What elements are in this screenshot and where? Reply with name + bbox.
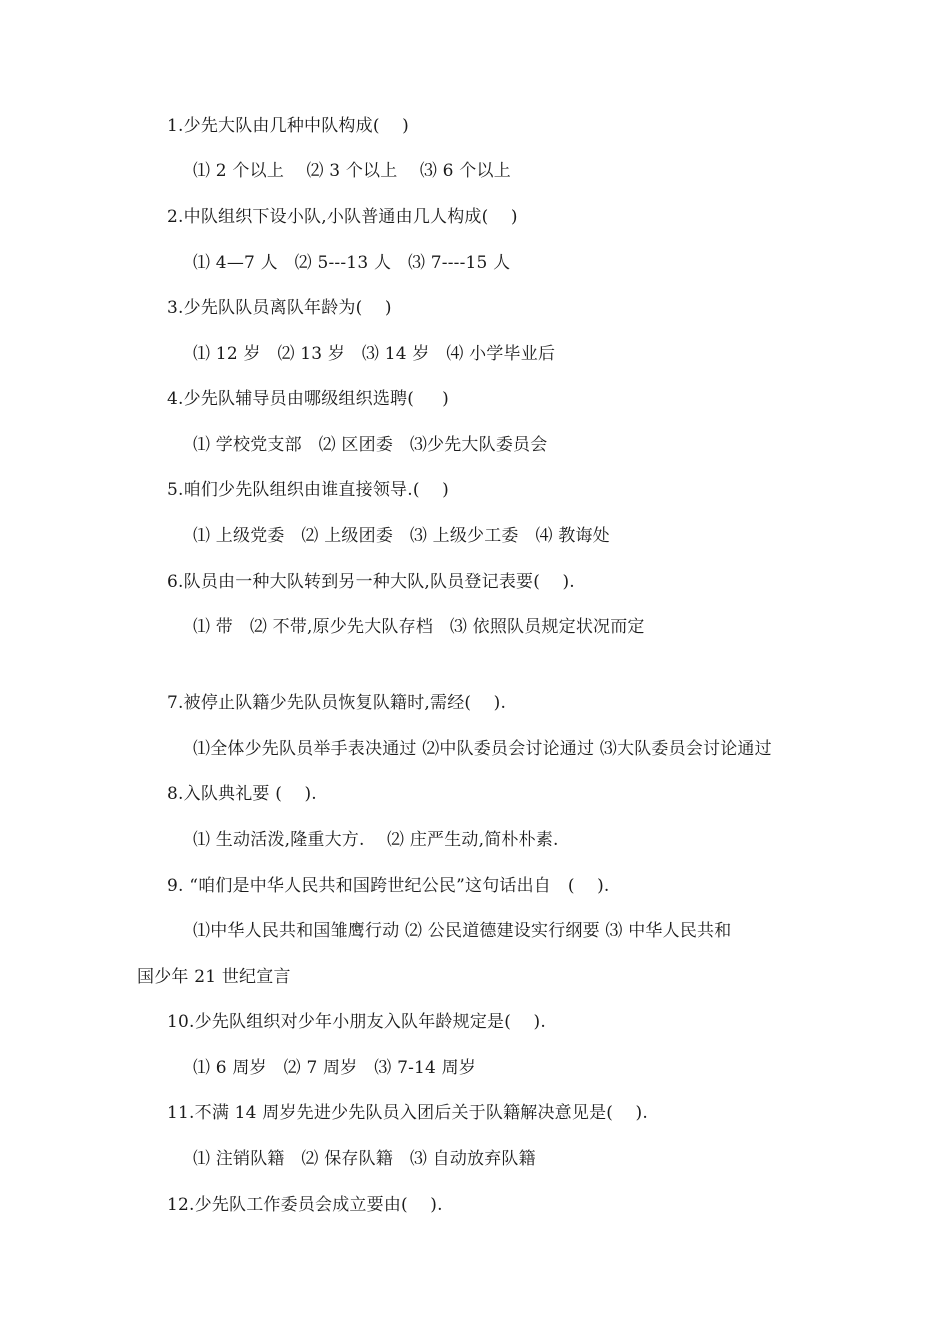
question-6: 6.队员由一种大队转到另一种大队,队员登记表要( ). xyxy=(167,572,575,592)
question-11-options: ⑴ 注销队籍 ⑵ 保存队籍 ⑶ 自动放弃队籍 xyxy=(193,1149,536,1169)
question-9-options-continued: 国少年 21 世纪宣言 xyxy=(137,967,291,987)
question-1: 1.少先大队由几种中队构成( ) xyxy=(167,116,409,136)
question-5: 5.咱们少先队组织由谁直接领导.( ) xyxy=(167,480,449,500)
question-9-options: ⑴中华人民共和国雏鹰行动 ⑵ 公民道德建设实行纲要 ⑶ 中华人民共和 xyxy=(193,921,732,941)
question-11: 11.不满 14 周岁先进少先队员入团后关于队籍解决意见是( ). xyxy=(167,1103,648,1123)
question-9: 9. “咱们是中华人民共和国跨世纪公民”这句话出自 ( ). xyxy=(167,876,610,896)
question-12: 12.少先队工作委员会成立要由( ). xyxy=(167,1195,443,1215)
question-7-options: ⑴全体少先队员举手表决通过 ⑵中队委员会讨论通过 ⑶大队委员会讨论通过 xyxy=(193,739,772,759)
question-3-options: ⑴ 12 岁 ⑵ 13 岁 ⑶ 14 岁 ⑷ 小学毕业后 xyxy=(193,344,556,364)
question-2: 2.中队组织下设小队,小队普通由几人构成( ) xyxy=(167,207,518,227)
question-4-options: ⑴ 学校党支部 ⑵ 区团委 ⑶少先大队委员会 xyxy=(193,435,548,455)
question-5-options: ⑴ 上级党委 ⑵ 上级团委 ⑶ 上级少工委 ⑷ 教诲处 xyxy=(193,526,610,546)
question-1-options: ⑴ 2 个以上 ⑵ 3 个以上 ⑶ 6 个以上 xyxy=(193,161,511,181)
question-2-options: ⑴ 4—7 人 ⑵ 5---13 人 ⑶ 7----15 人 xyxy=(193,253,511,273)
question-7: 7.被停止队籍少先队员恢复队籍时,需经( ). xyxy=(167,693,507,713)
question-6-options: ⑴ 带 ⑵ 不带,原少先大队存档 ⑶ 依照队员规定状况而定 xyxy=(193,617,645,637)
question-8: 8.入队典礼要 ( ). xyxy=(167,784,317,804)
question-4: 4.少先队辅导员由哪级组织选聘( ) xyxy=(167,389,449,409)
question-8-options: ⑴ 生动活泼,隆重大方. ⑵ 庄严生动,简朴朴素. xyxy=(193,830,559,850)
question-10: 10.少先队组织对少年小朋友入队年龄规定是( ). xyxy=(167,1012,546,1032)
question-3: 3.少先队队员离队年龄为( ) xyxy=(167,298,392,318)
question-10-options: ⑴ 6 周岁 ⑵ 7 周岁 ⑶ 7-14 周岁 xyxy=(193,1058,477,1078)
